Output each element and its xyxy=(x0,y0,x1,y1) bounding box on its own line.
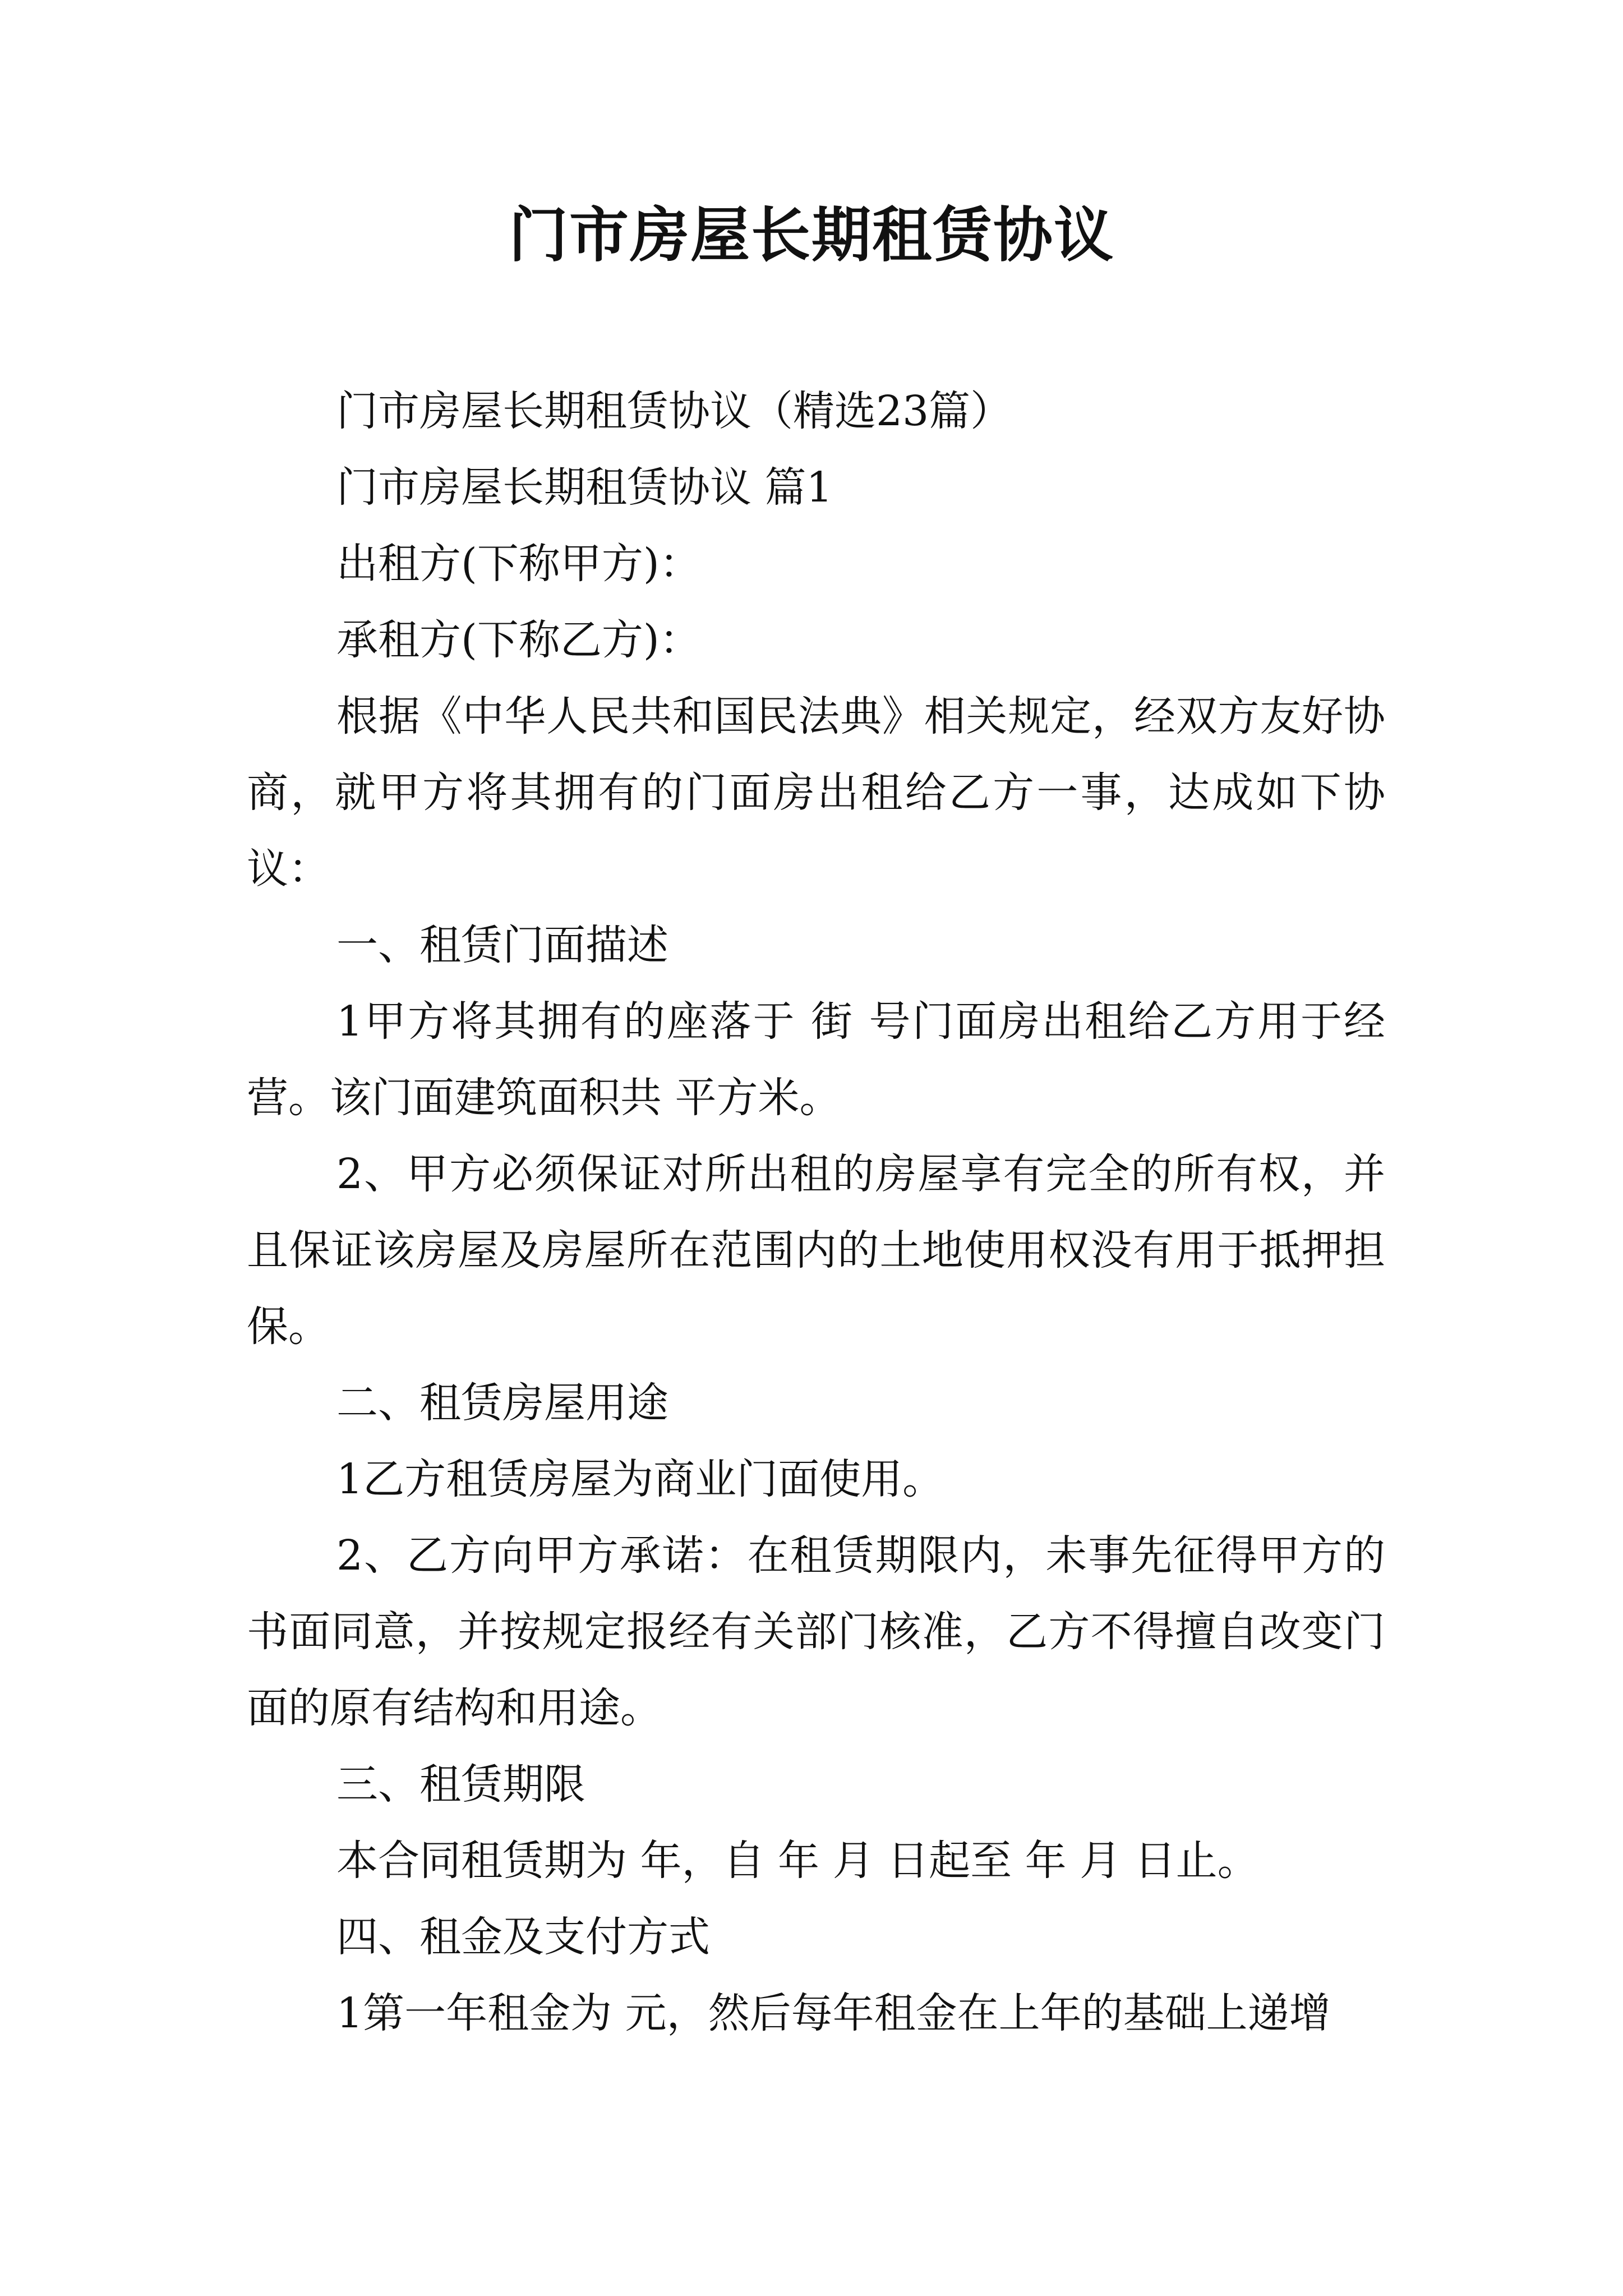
document-body xyxy=(247,373,1385,2051)
lessor-line: 出租方(下称甲方)： xyxy=(336,540,701,588)
clause-1-item-1: 1甲方将其拥有的座落于 街 号门面房出租给乙方用于经营。该门面建筑面积共 平方米。 xyxy=(247,997,1385,1122)
clause-2-item-1: 1乙方租赁房屋为商业门面使用。 xyxy=(336,1455,944,1503)
clause-heading-3: 三、租赁期限 xyxy=(336,1760,585,1809)
clause-4-item-1: 1第一年租金为 元，然后每年租金在上年的基础上递增 xyxy=(336,1989,1331,2037)
clause-3-text: 本合同租赁期为 年，自 年 月 日起至 年 月 日止。 xyxy=(336,1837,1259,1885)
subtitle-paragraph: 门市房屋长期租赁协议（精选23篇） xyxy=(336,387,1012,435)
clause-2-item-2: 2、乙方向甲方承诺：在租赁期限内，未事先征得甲方的书面同意，并按规定报经有关部门核准，乙方不得擅自改变门面的原有结构和用途。 xyxy=(247,1531,1385,1732)
preamble-paragraph: 根据《中华人民共和国民法典》相关规定，经双方友好协商，就甲方将其拥有的门面房出租给乙方一事，达成如下协议： xyxy=(247,692,1385,893)
section-heading-paragraph: 门市房屋长期租赁协议 篇1 xyxy=(336,463,833,512)
document-title: 门市房屋长期租赁协议 xyxy=(509,201,1114,270)
clause-heading-4: 四、租金及支付方式 xyxy=(336,1913,710,1961)
clause-1-item-2: 2、甲方必须保证对所出租的房屋享有完全的所有权，并且保证该房屋及房屋所在范围内的土地使用权没有用于抵押担保。 xyxy=(247,1150,1385,1351)
clause-heading-1: 一、租赁门面描述 xyxy=(336,921,668,969)
lessee-line: 承租方(下称乙方)： xyxy=(336,616,701,664)
clause-heading-2: 二、租赁房屋用途 xyxy=(336,1379,668,1427)
